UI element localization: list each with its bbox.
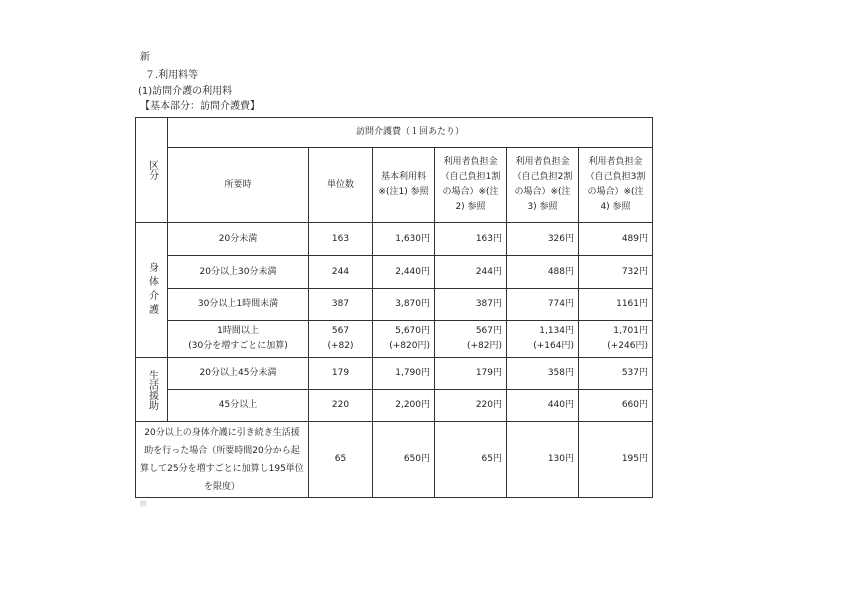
table-row [136,422,653,498]
cell-base: 1,630円 [373,223,435,256]
cell-base: 2,200円 [373,390,435,422]
old-mark: 旧 [140,501,147,508]
cell-copay1: 179円 [435,358,507,390]
header-kubun: 区分 [136,118,168,223]
table-row [136,358,653,390]
cell-units: 179 [309,358,373,390]
table-row [136,256,653,289]
cell-copay3: 732円 [579,256,653,289]
cell-copay1: 220円 [435,390,507,422]
header-time: 所要時 [168,148,309,223]
section-title: ７.利用料等 [145,70,199,81]
cell-copay1: 387円 [435,289,507,321]
header-copay2: 利用者負担金（自己負担2割の場合）※(注3) 参照 [507,148,579,223]
cell-base: 650円 [373,422,435,498]
header-copay1: 利用者負担金（自己負担1割の場合）※(注2) 参照 [435,148,507,223]
cell-time: 20分以上30分未満 [168,256,309,289]
table-row [136,289,653,321]
cell-extra-label: 20分以上の身体介護に引き続き生活援助を行った場合（所要時間20分から起算して25分を増すごとに加算し195単位を限度） [136,422,309,498]
fee-table [135,117,653,498]
cell-copay1: 163円 [435,223,507,256]
cell-copay3: 489円 [579,223,653,256]
cell-copay2: 130円 [507,422,579,498]
cell-copay3: 537円 [579,358,653,390]
cell-time: 30分以上1時間未満 [168,289,309,321]
cell-units: 163 [309,223,373,256]
cell-copay2: 440円 [507,390,579,422]
header-base-fee: 基本利用料※(注1) 参照 [373,148,435,223]
cell-base: 5,670円 (+820円) [373,321,435,358]
cell-copay2: 774円 [507,289,579,321]
cell-base: 3,870円 [373,289,435,321]
cell-units: 387 [309,289,373,321]
cell-copay2: 1,134円 (+164円) [507,321,579,358]
cell-units: 567 (+82) [309,321,373,358]
cell-units: 65 [309,422,373,498]
header-units: 単位数 [309,148,373,223]
cell-time: 20分以上45分未満 [168,358,309,390]
table-row [136,223,653,256]
cell-time: 20分未満 [168,223,309,256]
subsection-title: (1)訪問介護の利用料 [138,86,233,97]
category-label: 【基本部分：訪問介護費】 [140,101,260,112]
cell-copay1: 65円 [435,422,507,498]
table-row [136,390,653,422]
cell-copay3: 1,701円 (+246円) [579,321,653,358]
table-row [136,321,653,358]
cell-copay2: 326円 [507,223,579,256]
header-group: 訪問介護費（１回あたり） [168,118,653,148]
cell-units: 244 [309,256,373,289]
cell-copay1: 244円 [435,256,507,289]
cell-base: 2,440円 [373,256,435,289]
cell-time: 45分以上 [168,390,309,422]
group-label-shintai: 身体介護 [136,223,168,358]
cell-copay2: 358円 [507,358,579,390]
cell-copay2: 488円 [507,256,579,289]
group-label-seikatsu: 生活援助 [136,358,168,422]
cell-copay3: 195円 [579,422,653,498]
cell-copay3: 1161円 [579,289,653,321]
revision-mark: 新 [140,52,150,63]
cell-base: 1,790円 [373,358,435,390]
header-copay3: 利用者負担金（自己負担3割の場合）※(注4) 参照 [579,148,653,223]
cell-copay1: 567円 (+82円) [435,321,507,358]
cell-units: 220 [309,390,373,422]
cell-time: 1時間以上 (30分を増すごとに加算) [168,321,309,358]
cell-copay3: 660円 [579,390,653,422]
